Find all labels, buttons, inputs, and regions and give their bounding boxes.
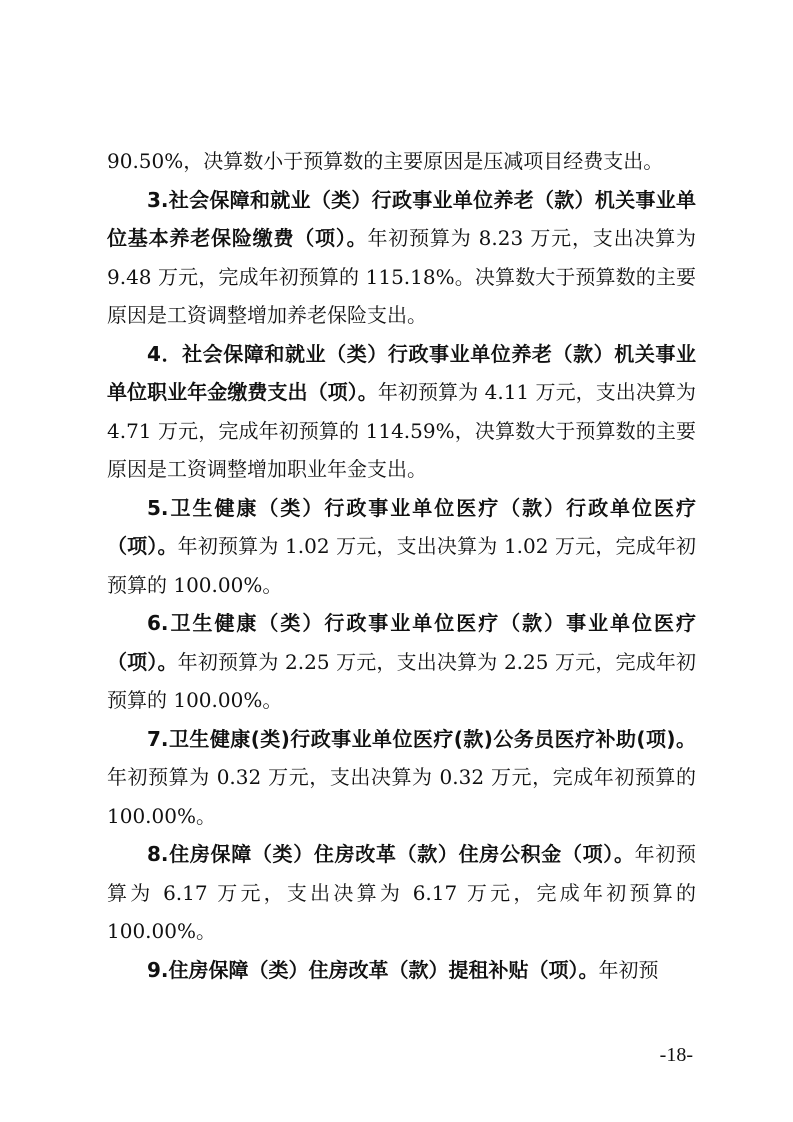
paragraph-body: 年初预算为 1.02 万元，支出决算为 1.02 万元，完成年初预算的 100.00%。 — [107, 534, 696, 597]
paragraph-continuation — [107, 142, 696, 181]
page-content — [107, 142, 696, 989]
paragraph-item-6 — [107, 604, 696, 720]
paragraph-heading: 3.社会保障和就业（类）行政事业单位养老（款）机关事业单位基本养老保险缴费（项）。 — [107, 187, 696, 250]
paragraph-item-7 — [107, 720, 696, 836]
paragraph-heading: 4．社会保障和就业（类）行政事业单位养老（款）机关事业单位职业年金缴费支出（项）。 — [107, 341, 696, 404]
paragraph-item-5 — [107, 489, 696, 605]
paragraph-heading: 6.卫生健康（类）行政事业单位医疗（款）事业单位医疗（项）。 — [107, 611, 696, 674]
paragraph-body: 年初预算为 8.23 万元，支出决算为 9.48 万元，完成年初预算的 115.18%。决算数大于预算数的主要原因是工资调整增加养老保险支出。 — [107, 226, 697, 327]
paragraph-item-8 — [107, 835, 696, 951]
paragraph-body: 年初预算为 4.11 万元，支出决算为 4.71 万元，完成年初预算的 114.59%，决算数大于预算数的主要原因是工资调整增加职业年金支出。 — [107, 380, 696, 481]
page-number: -18- — [659, 1044, 693, 1066]
paragraph-body: 年初预 — [598, 957, 659, 982]
paragraph-heading: 9.住房保障（类）住房改革（款）提租补贴（项）。 — [147, 957, 599, 982]
paragraph-body: 年初预算为 6.17 万元，支出决算为 6.17 万元，完成年初预算的 100.00%。 — [107, 842, 697, 943]
paragraph-item-4 — [107, 335, 696, 489]
paragraph-heading: 7.卫生健康(类)行政事业单位医疗(款)公务员医疗补助(项)。 — [147, 726, 696, 751]
paragraph-heading: 8.住房保障（类）住房改革（款）住房公积金（项）。 — [147, 842, 635, 866]
paragraph-item-9 — [107, 951, 696, 990]
paragraph-item-3 — [107, 181, 696, 335]
paragraph-body: 年初预算为 0.32 万元，支出决算为 0.32 万元，完成年初预算的 100.00%。 — [107, 765, 696, 828]
paragraph-heading: 5.卫生健康（类）行政事业单位医疗（款）行政单位医疗（项）。 — [107, 495, 696, 558]
paragraph-body: 90.50%，决算数小于预算数的主要原因是压减项目经费支出。 — [107, 149, 664, 173]
paragraph-body: 年初预算为 2.25 万元，支出决算为 2.25 万元，完成年初预算的 100.00%。 — [107, 649, 696, 712]
